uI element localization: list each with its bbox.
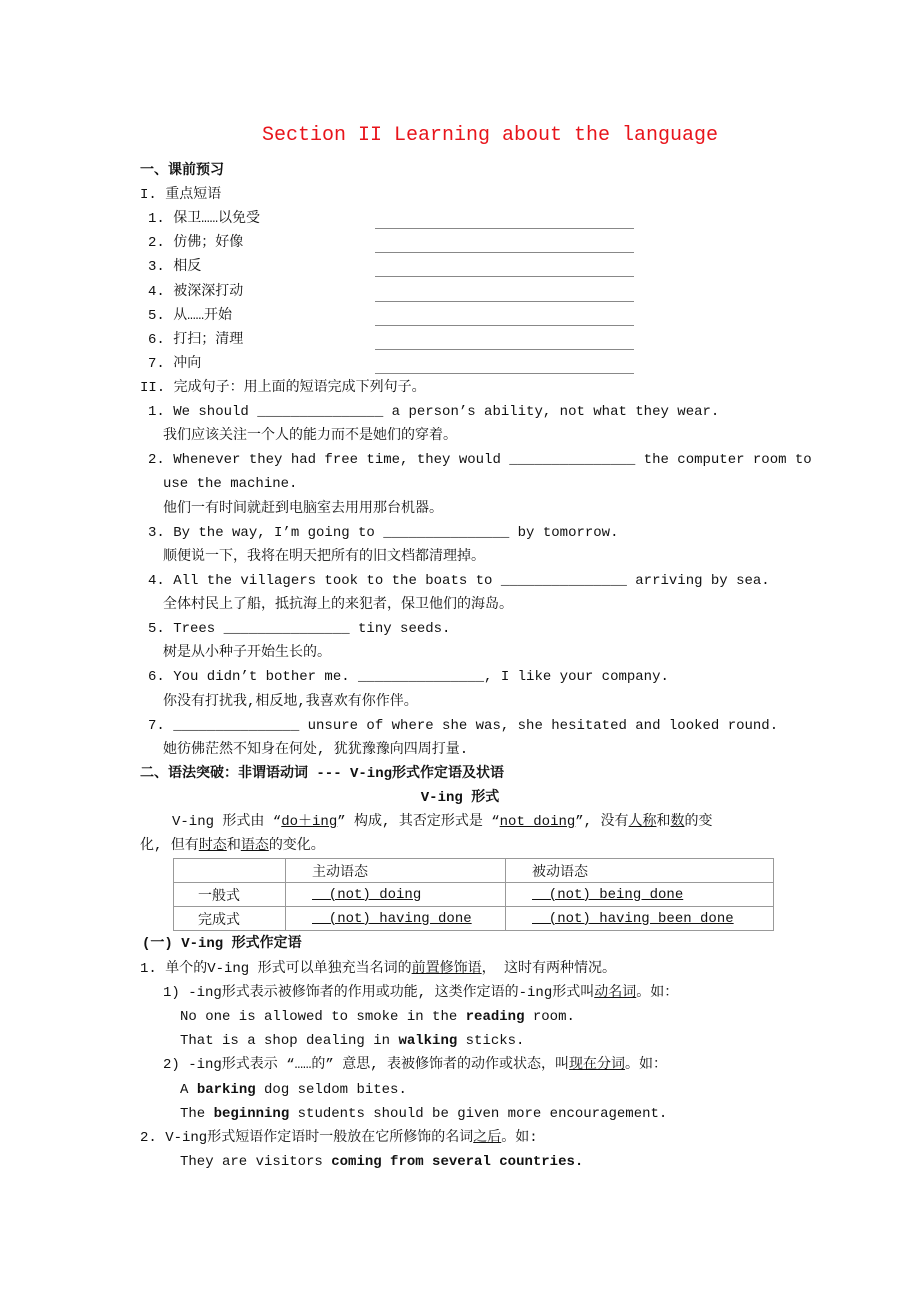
table-row-label: 一般式: [174, 883, 286, 907]
subsection-heading: (一) V-ing 形式作定语: [142, 936, 302, 952]
underlined-text: do＋ing: [281, 814, 338, 830]
sentence-line: 1. We should _______________ a person’s ability, not what they wear.: [148, 404, 720, 420]
text: 。如：: [636, 985, 679, 1002]
text: V-ing 形式由 “: [172, 814, 282, 830]
underlined-term: 前置修饰语: [411, 961, 482, 977]
answer-blank[interactable]: [375, 324, 634, 326]
answer-blank[interactable]: [375, 300, 634, 302]
text: ”, 没有: [575, 814, 629, 830]
part-heading-sentences: II. 完成句子：用上面的短语完成下列句子。: [140, 380, 426, 396]
paragraph: [172, 813, 713, 831]
underlined-term: 现在分词: [569, 1057, 626, 1074]
bold-term: beginning: [213, 1105, 290, 1122]
sentence-line: 2. Whenever they had free time, they would _______________ the computer room to: [148, 452, 812, 469]
answer-blank[interactable]: [375, 227, 634, 229]
rule-line: [180, 1153, 583, 1171]
text: students should be given more encouragement.: [289, 1105, 668, 1122]
sentence-line: 6. You didn’t bother me. _______________, I like your company.: [148, 669, 669, 686]
underlined-text: 时态: [198, 838, 227, 854]
phrase-item: 1. 保卫……以免受: [148, 211, 261, 227]
text: 1) -ing形式表示被修饰者的作用或功能, 这类作定语的-ing形式叫: [163, 985, 595, 1002]
text: ” 构成, 其否定形式是 “: [337, 814, 500, 830]
underlined-text: 人称: [628, 814, 657, 830]
rule-line: [180, 1008, 575, 1026]
section-heading-preview: 一、课前预习: [140, 163, 224, 179]
text: A: [180, 1081, 197, 1098]
bold-term: walking: [398, 1033, 458, 1050]
text: They are visitors: [180, 1153, 332, 1170]
text: 的变化。: [268, 838, 325, 854]
text: 和: [656, 814, 671, 830]
text: The: [180, 1105, 214, 1122]
bold-term: reading: [465, 1009, 525, 1026]
text: 化, 但有: [140, 838, 199, 854]
phrase-item: 3. 相反: [148, 259, 202, 276]
paragraph: [140, 837, 325, 855]
rule-line: [163, 984, 678, 1002]
phrase-item: 4. 被深深打动: [148, 283, 244, 300]
phrase-item: 2. 仿佛；好像: [148, 235, 244, 252]
underlined-term: 动名词: [594, 985, 637, 1002]
answer-blank[interactable]: [375, 348, 634, 350]
sentence-line: 我们应该关注一个人的能力而不是她们的穿着。: [163, 428, 457, 445]
underlined-term: 之后: [473, 1129, 502, 1146]
table-header-cell: [174, 859, 286, 883]
ving-forms-table: [173, 858, 774, 931]
text: room.: [524, 1009, 575, 1026]
table-row-label: 完成式: [174, 907, 286, 931]
rule-line: [140, 1129, 538, 1147]
text: No one is allowed to smoke in the: [180, 1009, 466, 1026]
grammar-subtitle: V-ing 形式: [420, 790, 500, 806]
text: That is a shop dealing in: [180, 1033, 399, 1050]
sentence-line: 她彷佛茫然不知身在何处, 犹犹豫豫向四周打量.: [163, 741, 469, 758]
text: 2. V-ing形式短语作定语时一般放在它所修饰的名词: [140, 1129, 474, 1146]
underlined-text: not doing: [499, 814, 576, 830]
text: dog seldom bites.: [255, 1081, 407, 1098]
text: 2) -ing形式表示 “……的” 意思, 表被修饰者的动作或状态，叫: [163, 1057, 570, 1074]
text: 的变: [684, 814, 713, 830]
text: 1. 单个的V-ing 形式可以单独充当名词的: [140, 961, 412, 977]
rule-line: [180, 1081, 407, 1099]
rule-line: [180, 1032, 524, 1050]
table-cell: (not) having done: [312, 910, 472, 927]
text: sticks.: [457, 1033, 525, 1050]
table-cell: (not) having been done: [532, 910, 734, 927]
answer-blank[interactable]: [375, 251, 634, 253]
phrase-item: 7. 冲向: [148, 356, 202, 373]
bold-term: coming from several countries.: [331, 1153, 584, 1170]
sentence-line: 顺便说一下，我将在明天把所有的旧文档都清理掉。: [163, 548, 485, 565]
rule-line: [163, 1056, 667, 1074]
rule-line: [180, 1105, 667, 1123]
underlined-text: 语态: [240, 838, 269, 854]
table-header-cell: 被动语态: [506, 859, 774, 883]
text: 和: [226, 838, 241, 854]
sentence-line: 3. By the way, I’m going to _______________ by tomorrow.: [148, 524, 619, 541]
table-header-cell: 主动语态: [286, 859, 506, 883]
table-cell: (not) being done: [532, 886, 684, 903]
section-heading-grammar: 二、语法突破：非谓语动词 --- V-ing形式作定语及状语: [140, 766, 505, 782]
sentence-line: 4. All the villagers took to the boats to _______________ arriving by sea.: [148, 572, 770, 589]
phrase-item: 5. 从……开始: [148, 307, 233, 324]
answer-blank[interactable]: [375, 372, 634, 374]
phrase-item: 6. 打扫；清理: [148, 332, 244, 348]
text: 。如:: [501, 1129, 538, 1146]
sentence-line: 全体村民上了船，抵抗海上的来犯者，保卫他们的海岛。: [163, 597, 513, 614]
part-heading-phrases: I. 重点短语: [140, 187, 222, 203]
answer-blank[interactable]: [375, 275, 634, 277]
bold-term: barking: [196, 1081, 256, 1098]
underlined-text: 数: [670, 814, 685, 830]
rule-line: [140, 960, 616, 978]
table-cell: (not) doing: [312, 886, 422, 903]
sentence-line: use the machine.: [163, 476, 298, 493]
sentence-line: 他们一有时间就赶到电脑室去用用那台机器。: [163, 500, 443, 517]
sentence-line: 5. Trees _______________ tiny seeds.: [148, 621, 451, 638]
text: 。如：: [625, 1057, 668, 1074]
text: ， 这时有两种情况。: [481, 961, 617, 977]
sentence-line: 7. _______________ unsure of where she was, she hesitated and looked round.: [148, 717, 779, 734]
document-title: Section II Learning about the language: [261, 124, 719, 147]
sentence-line: 树是从小种子开始生长的。: [163, 645, 331, 662]
sentence-line: 你没有打扰我,相反地,我喜欢有你作伴。: [163, 693, 418, 710]
